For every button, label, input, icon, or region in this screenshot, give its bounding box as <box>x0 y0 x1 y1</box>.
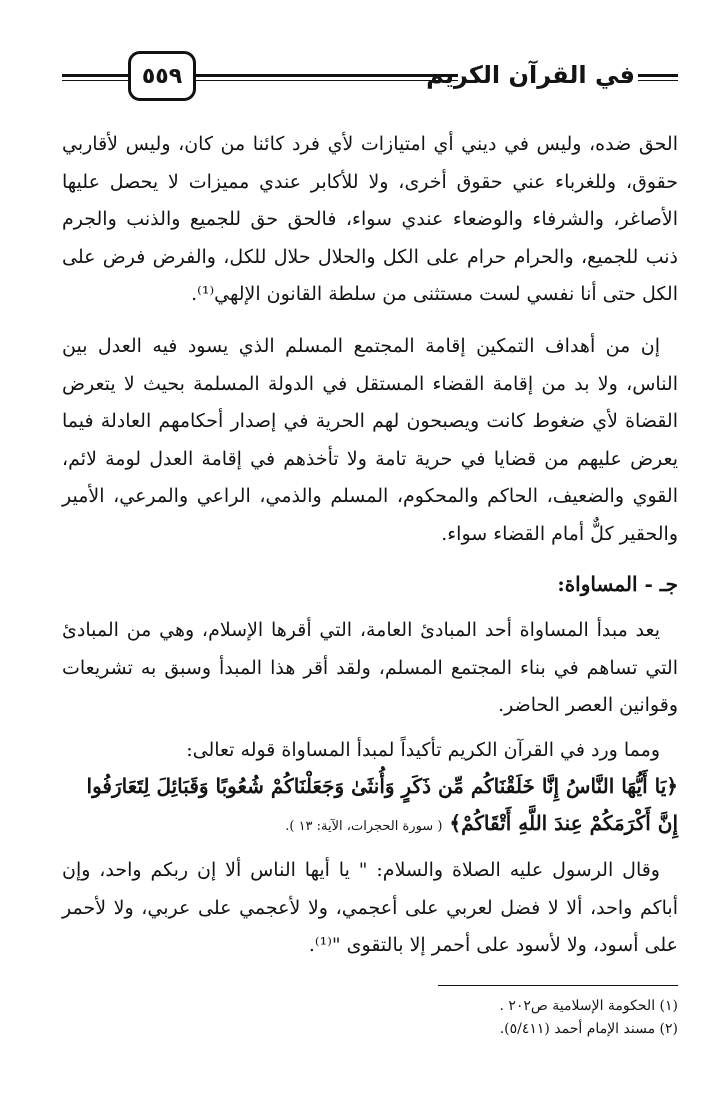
header-rule-left <box>62 74 128 77</box>
verse-reference: ( سورة الحجرات، الآية: ١٣ ). <box>285 819 443 834</box>
paragraph-3: يعد مبدأ المساواة أحد المبادئ العامة، التي أقرها الإسلام، وهي من المبادئ التي تساهم في بناء المجتمع المسلم، ولقد أقر هذا المبدأ وسبق به تشريعات وقوانين العصر الحاضر. <box>62 619 678 717</box>
verse-text: ﴿يَا أَيُّهَا النَّاسُ إِنَّا خَلَقْنَاكُم مِّن ذَكَرٍ وَأُنثَىٰ وَجَعَلْنَاكُمْ شُعُوبًا وَقَبَائِلَ لِتَعَارَفُوا إِنَّ أَكْرَمَكُمْ عِندَ اللَّهِ أَتْقَاكُمْ﴾ <box>86 774 678 835</box>
paragraph-1: الحق ضده، وليس في ديني أي امتيازات لأي فرد كائنا من كان، وليس لأقاربي حقوق، وللغرباء عني حقوق أخرى، ولا للأكابر عندي مميزات لا يحصل عليها الأصاغر، والشرفاء والوضعاء عندي سواء، فالحق حق للجميع والذنب والجرم ذنب للجميع، والحرام حرام على الكل والحلال حلال للكل، والفرض فرض على الكل حتى أنا نفسي لست مستثنى من سلطة القانون الإلهي⁽¹⁾. <box>62 133 678 306</box>
section-heading: جـ - المساواة: <box>557 572 678 596</box>
running-header-title: في القرآن الكريم <box>426 61 635 89</box>
page-number: ٥٥٩ <box>128 51 196 101</box>
paragraph-4: ومما ورد في القرآن الكريم تأكيداً لمبدأ المساواة قوله تعالى: <box>186 739 660 761</box>
footnote-2: (٢) مسند الإمام أحمد (٥/٤١١). <box>499 1021 678 1037</box>
header-rule-right <box>638 74 678 77</box>
hadith-paragraph: وقال الرسول عليه الصلاة والسلام: " يا أيها الناس ألا إن ربكم واحد، وإن أباكم واحد، ألا لا فضل لعربي على أعجمي، ولا لأعجمي على عربي، ولا لأحمر على أسود، ولا لأسود على أحمر إلا بالتقوى "⁽¹⁾. <box>62 859 678 957</box>
header-rule-right-thin <box>638 80 678 81</box>
header-rule-middle <box>193 74 458 77</box>
footnote-1: (١) الحكومة الإسلامية ص٢٠٢ . <box>499 998 678 1014</box>
footnote-separator <box>438 985 678 986</box>
header-rule-middle-thin <box>193 80 458 81</box>
paragraph-2: إن من أهداف التمكين إقامة المجتمع المسلم الذي يسود فيه العدل بين الناس، ولا بد من إقامة القضاء المستقل في الدولة المسلمة بحيث لا يتعرض القضاة لأي ضغوط كانت ويصبحون لهم الحرية في إصدار أحكامهم العادلة فيما يعرض عليهم من قضايا في حرية تامة ولا تأخذهم في إقامة العدل لومة لائم، القوي والضعيف، الحاكم والمحكوم، المسلم والذمي، الراعي والمرعي، الأمير والحقير كلٌّ أمام القضاء سواء. <box>62 335 678 545</box>
quran-verse <box>62 768 678 845</box>
header-rule-left-thin <box>62 80 128 81</box>
